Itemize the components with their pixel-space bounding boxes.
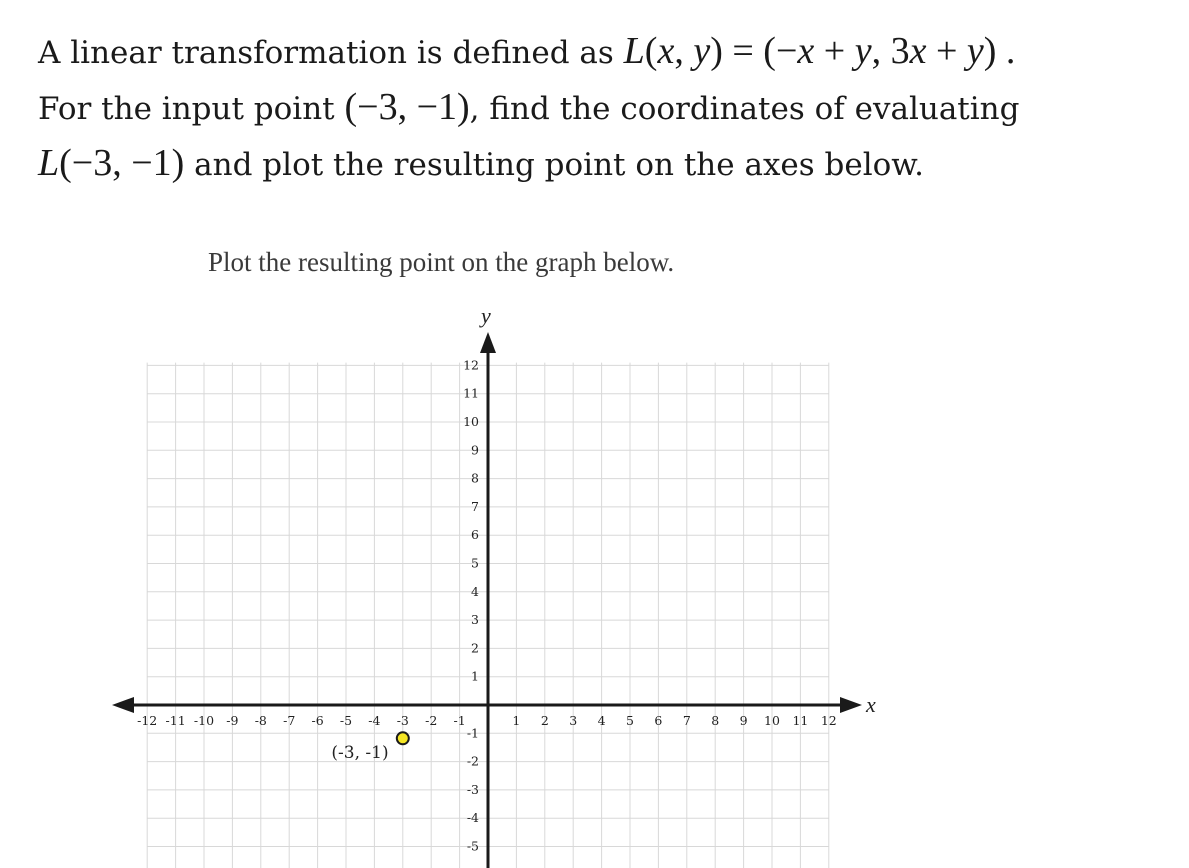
x-tick-label: -8: [254, 713, 267, 728]
x-tick-label: 10: [764, 713, 780, 728]
x-tick-label: -10: [193, 713, 215, 728]
y-tick-label: 5: [471, 555, 479, 571]
x-tick-label: 6: [654, 713, 663, 728]
x-axis-arrow-left: [112, 697, 134, 713]
x-tick-label: -11: [165, 713, 186, 728]
x-tick-label: -6: [311, 713, 324, 728]
x-tick-label: -9: [226, 713, 239, 728]
x-axis-label: x: [866, 692, 876, 717]
line2-post: , find the coordinates of evaluating: [469, 91, 1020, 127]
x-tick-label: -7: [283, 713, 296, 728]
line2-pre: For the input point: [38, 91, 345, 127]
x-tick-label: 1: [512, 713, 521, 728]
y-tick-label: 9: [471, 442, 479, 458]
y-tick-label: -2: [466, 753, 479, 769]
y-tick-label: 7: [471, 498, 479, 514]
y-tick-label: 2: [471, 640, 479, 656]
y-tick-label: -5: [466, 838, 479, 854]
transformation-definition: L(x, y) = (−x + y, 3x + y) .: [623, 30, 1016, 72]
y-tick-label: -3: [466, 781, 479, 797]
x-axis-arrow-right: [840, 697, 862, 713]
y-axis-arrow-up: [480, 332, 496, 353]
x-tick-label: 2: [540, 713, 549, 728]
y-tick-label: -1: [466, 725, 479, 741]
y-axis-label: y: [481, 303, 491, 328]
eval-expression: L(−3, −1): [38, 142, 185, 184]
y-tick-label: 12: [463, 357, 479, 373]
input-point: (−3, −1): [344, 86, 470, 128]
x-tick-label: -1: [453, 713, 466, 728]
x-tick-label: 4: [597, 713, 606, 728]
y-tick-label: 8: [471, 470, 479, 486]
line3-post: and plot the resulting point on the axes below.: [184, 147, 925, 183]
x-tick-label: -2: [425, 713, 438, 728]
y-tick-label: 3: [471, 612, 479, 628]
x-tick-label: 9: [739, 713, 748, 728]
x-tick-label: 5: [626, 713, 634, 728]
y-tick-label: 11: [463, 385, 479, 401]
plotted-point-label: (-3, -1): [331, 743, 389, 763]
y-tick-label: 6: [471, 527, 479, 543]
graph-prompt: Plot the resulting point on the graph below.: [208, 247, 675, 277]
x-tick-label: 11: [792, 713, 809, 728]
y-tick-label: 1: [471, 668, 479, 684]
x-tick-label: 8: [711, 713, 720, 728]
y-tick-label: 4: [471, 583, 479, 599]
x-tick-label: 7: [682, 713, 691, 728]
x-tick-label: -12: [137, 713, 158, 728]
y-tick-label: -4: [466, 810, 479, 826]
y-tick-labels: [463, 357, 479, 853]
x-tick-label: 3: [569, 713, 578, 728]
y-tick-label: 10: [463, 414, 479, 429]
plotted-point[interactable]: [397, 732, 409, 744]
x-tick-label: -4: [368, 713, 381, 728]
intro-text: A linear transformation is defined as: [38, 35, 624, 71]
x-tick-label: 12: [820, 713, 837, 728]
axes: [112, 332, 862, 868]
x-tick-label: -3: [396, 713, 409, 728]
x-tick-label: -5: [339, 713, 353, 728]
